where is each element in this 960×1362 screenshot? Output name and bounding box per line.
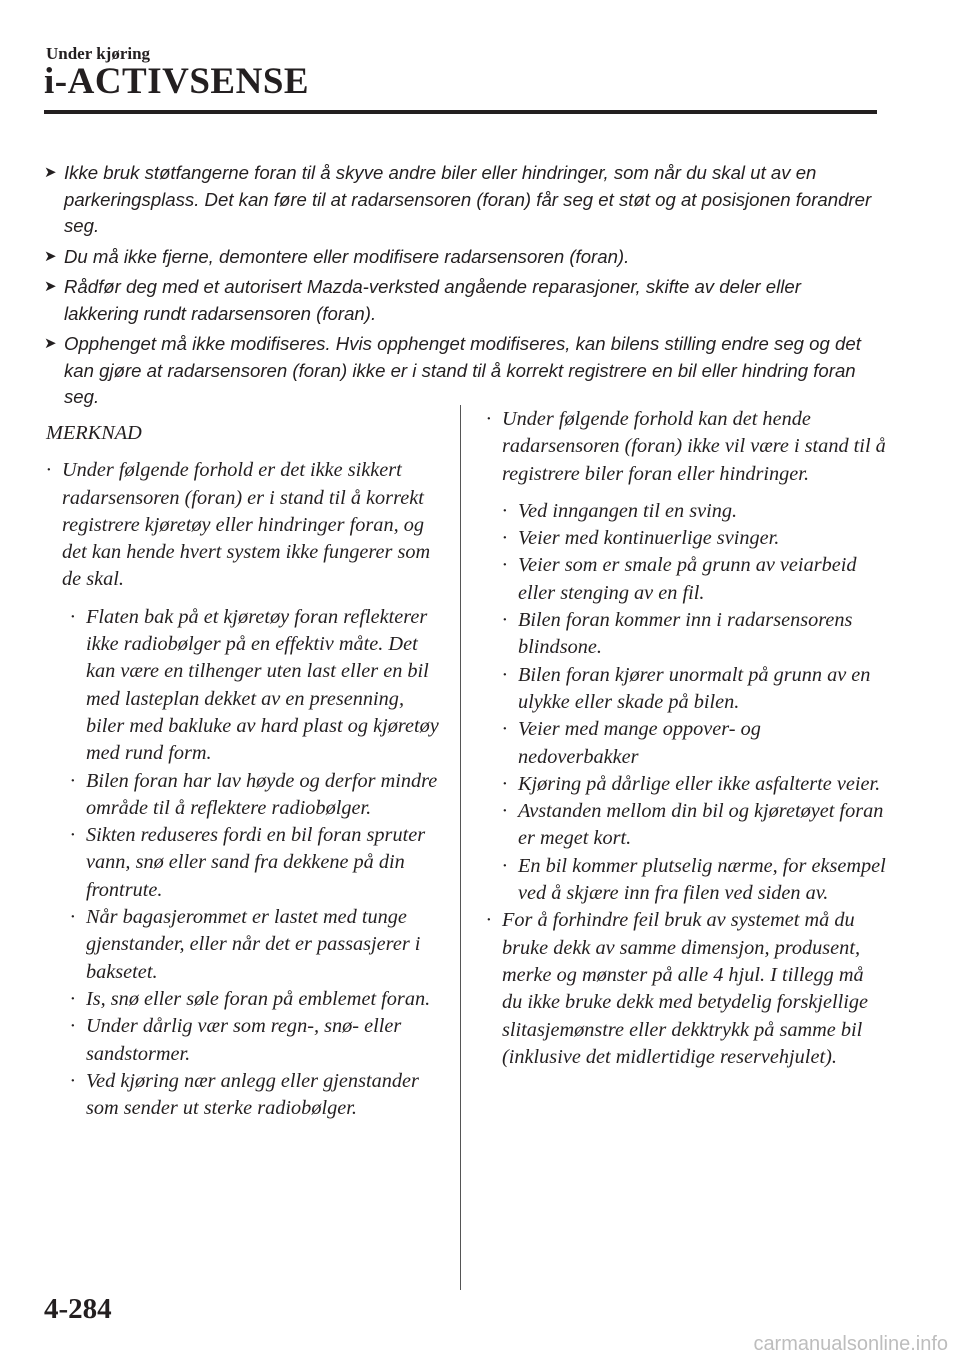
- warning-item: [44, 244, 880, 271]
- dot-icon: ·: [502, 499, 508, 522]
- sub-list-item: [502, 607, 886, 662]
- sub-list-item: [502, 552, 886, 607]
- list-item-text: For å forhindre feil bruk av systemet må du bruke dekk av samme dimensjon, produsent, merke og mønster på alle 4 hjul. I tillegg må du ikke bruke dekk med betydelig forskjellige slitasjemønstre eller dekktrykk på samme bil (inklusive det midlertidige reservehjulet).: [502, 909, 869, 1068]
- sub-list-item: [502, 771, 886, 798]
- sub-list-item-text: Ved inngangen til en sving.: [518, 499, 738, 522]
- sub-list-item: [502, 662, 886, 717]
- warning-text: Du må ikke fjerne, demontere eller modifisere radarsensoren (foran).: [64, 245, 630, 267]
- dot-icon: ·: [70, 769, 76, 792]
- dot-icon: ·: [502, 554, 508, 577]
- sub-list-item: [70, 1013, 446, 1068]
- sub-list-item-text: Når bagasjerommet er lastet med tunge gjenstander, eller når det er passasjerer i baksetet.: [86, 906, 421, 983]
- page-title: i-ACTIVSENSE: [44, 61, 310, 102]
- warning-text: Opphenget må ikke modifiseres. Hvis opphenget modifiseres, kan bilens stilling endre seg og det kan gjøre at radarsensoren (foran) ikke er i stand til å korrekt registrere en bil eller hindring foran seg.: [64, 333, 861, 407]
- sub-list-item: [502, 498, 886, 525]
- dot-icon: ·: [70, 824, 76, 847]
- warning-text: Ikke bruk støtfangerne foran til å skyve andre biler eller hindringer, som når du skal ut av en parkeringsplass. Det kan føre til at radarsensoren (foran) får seg et støt og at posisjonen forandrer seg.: [64, 162, 872, 236]
- dot-icon: ·: [502, 663, 508, 686]
- dot-icon: ·: [502, 854, 508, 877]
- page-number: 4-284: [44, 1293, 112, 1325]
- sub-list-item-text: Veier med kontinuerlige svinger.: [518, 527, 780, 550]
- sub-list-item-text: Bilen foran har lav høyde og derfor mindre område til å reflektere radiobølger.: [86, 769, 438, 819]
- sub-list-item-text: Veier som er smale på grunn av veiarbeid eller stenging av en fil.: [518, 554, 857, 604]
- dot-icon: ·: [486, 408, 492, 430]
- triangle-arrow-icon: ➤: [44, 278, 57, 295]
- note-right-column: [486, 406, 886, 1081]
- section-label: Under kjøring: [46, 44, 151, 63]
- dot-icon: ·: [502, 527, 508, 550]
- dot-icon: ·: [502, 718, 508, 741]
- sub-list-item-text: Bilen foran kommer inn i radarsensorens blindsone.: [518, 609, 853, 659]
- dot-icon: ·: [486, 909, 492, 932]
- column-divider: [460, 405, 461, 1290]
- sub-list-item-text: Bilen foran kjører unormalt på grunn av en ulykke eller skade på bilen.: [518, 663, 871, 713]
- warning-item: [44, 160, 880, 240]
- list-item-text: Under følgende forhold er det ikke sikkert radarsensoren (foran) er i stand til å korrekt registrere kjøretøy eller hindringer foran, og det kan hende hvert system ikke fungerer som de skal.: [62, 459, 431, 591]
- dot-icon: ·: [70, 906, 76, 929]
- sub-list-item: [70, 904, 446, 986]
- warning-item: [44, 274, 880, 327]
- dot-icon: ·: [70, 987, 76, 1010]
- sub-list-item-text: Ved kjøring nær anlegg eller gjenstander som sender ut sterke radiobølger.: [86, 1069, 419, 1120]
- sub-list-item-text: Avstanden mellom din bil og kjøretøyet foran er meget kort.: [518, 800, 884, 850]
- dot-icon: ·: [70, 605, 76, 628]
- list-item: [486, 406, 886, 488]
- watermark: carmanualsonline.info: [753, 1333, 948, 1355]
- sub-list-item-text: Kjøring på dårlige eller ikke asfalterte veier.: [518, 772, 881, 795]
- list-item: [46, 457, 446, 593]
- dot-icon: ·: [70, 1069, 76, 1092]
- list-item-text: Under følgende forhold kan det hende radarsensoren (foran) ikke vil være i stand til å registrere biler foran eller hindringer.: [502, 408, 886, 485]
- triangle-arrow-icon: ➤: [44, 335, 57, 352]
- sub-list-item-text: Under dårlig vær som regn-, snø- eller sandstormer.: [86, 1015, 402, 1065]
- sub-list-item: [502, 716, 886, 771]
- sub-list-item: [70, 822, 446, 904]
- sub-list-item-text: Is, snø eller søle foran på emblemet foran.: [86, 987, 431, 1010]
- sub-list-item-text: Veier med mange oppover- og nedoverbakker: [518, 718, 761, 768]
- dot-icon: ·: [46, 459, 52, 482]
- title-rule: [44, 110, 877, 114]
- sub-list-item: [502, 798, 886, 853]
- dot-icon: ·: [502, 800, 508, 823]
- triangle-arrow-icon: ➤: [44, 164, 57, 181]
- warning-item: [44, 331, 880, 411]
- dot-icon: ·: [70, 1015, 76, 1038]
- sub-list-item-text: En bil kommer plutselig nærme, for eksempel ved å skjære inn fra filen ved siden av.: [518, 854, 886, 905]
- dot-icon: ·: [502, 609, 508, 632]
- note-left-column: [46, 420, 446, 1122]
- sub-list-item: [502, 525, 886, 552]
- list-item: [486, 907, 886, 1071]
- sub-list-item: [70, 604, 446, 768]
- sub-list-item-text: Sikten reduseres fordi en bil foran spruter vann, snø eller sand fra dekkene på din frontrute.: [86, 824, 426, 901]
- sub-list-item: [70, 768, 446, 823]
- warning-text: Rådfør deg med et autorisert Mazda-verksted angående reparasjoner, skifte av deler eller lakkering rundt radarsensoren (foran).: [64, 276, 801, 324]
- sub-list-item-text: Flaten bak på et kjøretøy foran reflekterer ikke radiobølger på en effektiv måte. Det kan være en tilhenger uten last eller en bil med lasteplan dekket av en presenning, biler med bakluke av hard plast og kjøretøy med rund form.: [86, 605, 439, 765]
- note-heading: MERKNAD: [46, 422, 142, 444]
- sub-list-item: [502, 853, 886, 908]
- sub-list-item: [70, 1068, 446, 1123]
- dot-icon: ·: [502, 772, 508, 795]
- sub-list-item: [70, 986, 446, 1013]
- triangle-arrow-icon: ➤: [44, 247, 57, 265]
- warning-list: [44, 160, 880, 415]
